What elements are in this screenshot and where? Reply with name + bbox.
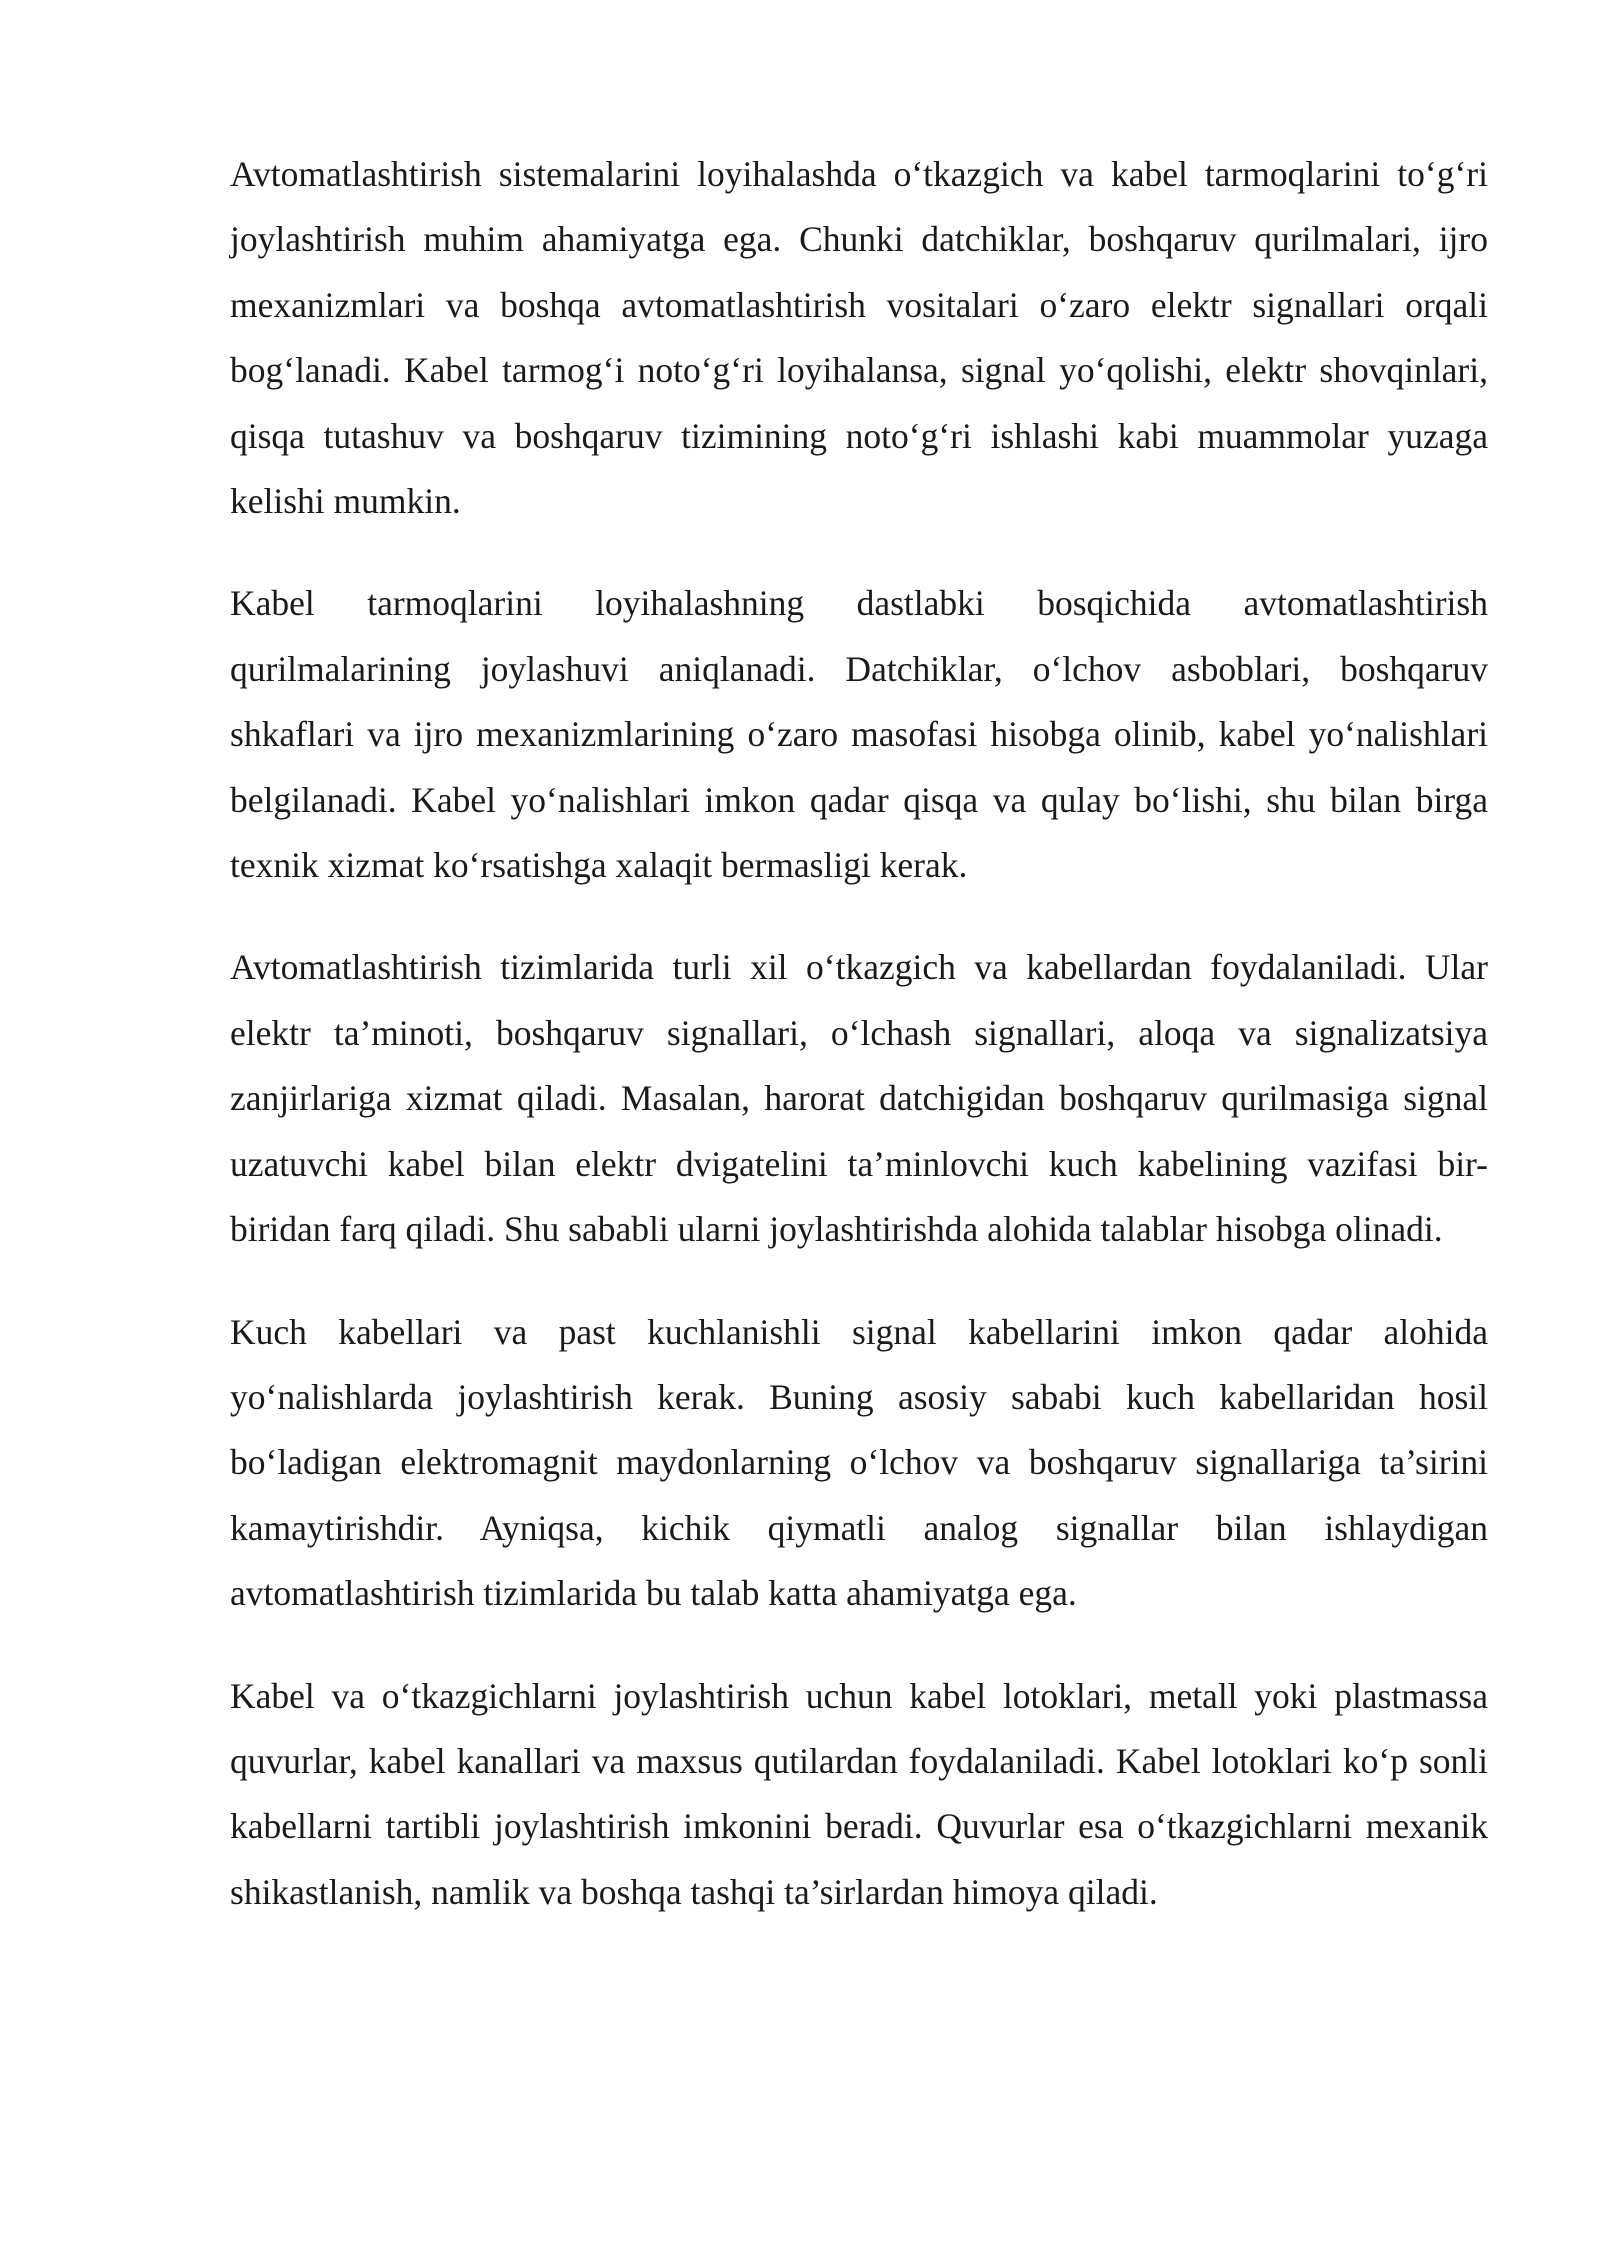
- paragraph-2: Kabel tarmoqlarini loyihalashning dastlabki bosqichida avtomatlashtirish qurilmalarining joylashuvi aniqlanadi. Datchiklar, o‘lchov asboblari, boshqaruv shkaflari va ijro mexanizmlarining o‘zaro masofasi hisobga olinib, kabel yo‘nalishlari belgilanadi. Kabel yo‘nalishlari imkon qadar qisqa va qulay bo‘lishi, shu bilan birga texnik xizmat ko‘rsatishga xalaqit bermasligi kerak.: [230, 583, 1488, 886]
- paragraph-4: Kuch kabellari va past kuchlanishli signal kabellarini imkon qadar alohida yo‘nalishlarda joylashtirish kerak. Buning asosiy sababi kuch kabellaridan hosil bo‘ladigan elektromagnit maydonlarning o‘lchov va boshqaruv signallariga ta’sirini kamaytirishdir. Ayniqsa, kichik qiymatli analog signallar bilan ishlaydigan avtomatlashtirish tizimlarida bu talab katta ahamiyatga ega.: [230, 1311, 1488, 1614]
- paragraph-5: Kabel va o‘tkazgichlarni joylashtirish uchun kabel lotoklari, metall yoki plastmassa quvurlar, kabel kanallari va maxsus qutilardan foydalaniladi. Kabel lotoklari ko‘p sonli kabellarni tartibli joylashtirish imkonini beradi. Quvurlar esa o‘tkazgichlarni mexanik shikastlanish, namlik va boshqa tashqi ta’sirlardan himoya qiladi.: [230, 1675, 1488, 1912]
- body-text: [230, 142, 1488, 1925]
- paragraph-1: Avtomatlashtirish sistemalarini loyihalashda o‘tkazgich va kabel tarmoqlarini to‘g‘ri joylashtirish muhim ahamiyatga ega. Chunki datchiklar, boshqaruv qurilmalari, ijro mexanizmlari va boshqa avtomatlashtirish vositalari o‘zaro elektr signallari orqali bog‘lanadi. Kabel tarmog‘i noto‘g‘ri loyihalansa, signal yo‘qolishi, elektr shovqinlari, qisqa tutashuv va boshqaruv tizimining noto‘g‘ri ishlashi kabi muammolar yuzaga kelishi mumkin.: [230, 154, 1488, 522]
- paragraph-3: Avtomatlashtirish tizimlarida turli xil o‘tkazgich va kabellardan foydalaniladi. Ular elektr ta’minoti, boshqaruv signallari, o‘lchash signallari, aloqa va signalizatsiya zanjirlariga xizmat qiladi. Masalan, harorat datchigidan boshqaruv qurilmasiga signal uzatuvchi kabel bilan elektr dvigatelini ta’minlovchi kuch kabelining vazifasi bir-biridan farq qiladi. Shu sababli ularni joylashtirishda alohida talablar hisobga olinadi.: [230, 947, 1488, 1250]
